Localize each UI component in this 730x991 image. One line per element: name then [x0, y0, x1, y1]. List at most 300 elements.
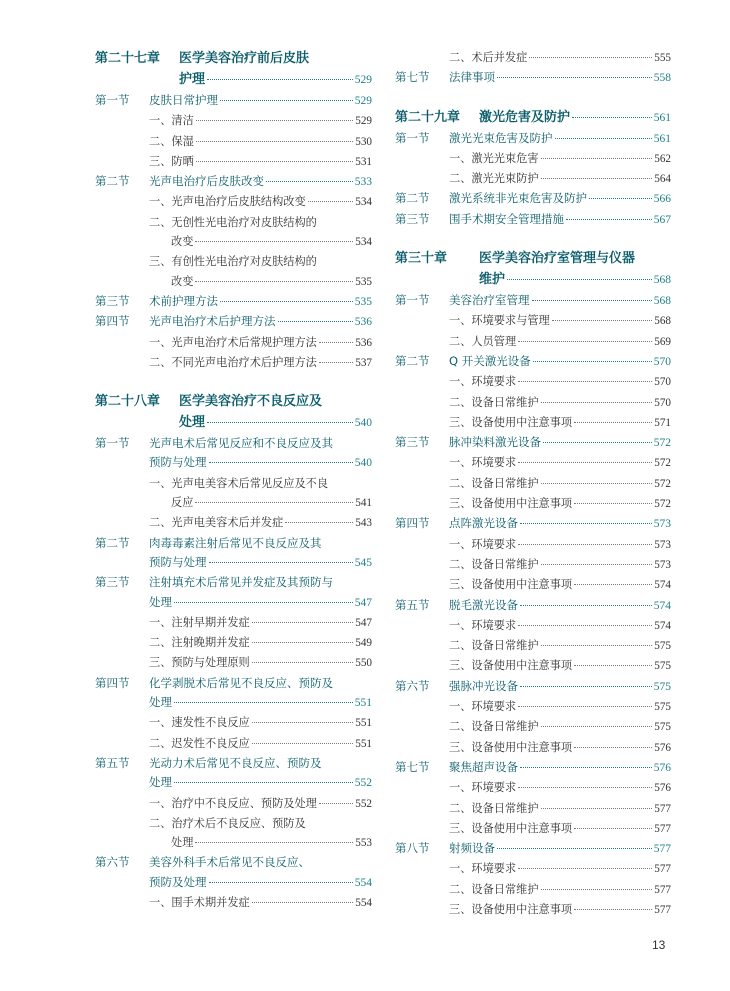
toc-entry-title: 三、预防与处理原则 [149, 656, 250, 670]
toc-page-ref: 566 [653, 193, 671, 206]
toc-section-entry [95, 91, 372, 111]
dot-leader [518, 625, 652, 626]
toc-page-ref: 568 [653, 295, 671, 308]
toc-entry-title: 二、无创性光电治疗对皮肤结构的 [149, 215, 317, 229]
toc-item-entry [95, 794, 372, 814]
toc-item-entry [395, 555, 671, 575]
dot-leader [174, 602, 353, 603]
toc-item-entry [395, 717, 671, 737]
toc-page-ref: 575 [654, 640, 671, 653]
toc-chapter-entry [95, 69, 372, 91]
toc-chapter-label: 第三十章 [395, 251, 448, 267]
dot-leader [319, 342, 353, 343]
toc-entry-title: 护理 [179, 72, 206, 87]
toc-page-ref: 576 [653, 761, 671, 774]
dot-leader [252, 662, 354, 663]
toc-page-ref: 554 [355, 896, 372, 909]
toc-item-entry [95, 111, 372, 131]
toc-entry-title: 处理 [149, 695, 172, 710]
toc-item-entry [395, 616, 671, 636]
dot-leader [285, 522, 353, 523]
toc-section-label: 第七节 [395, 759, 430, 774]
dot-leader [541, 158, 653, 159]
toc-section-label: 第一节 [95, 93, 130, 107]
toc-entry-title: 一、环境要求 [449, 862, 517, 876]
toc-entry-title: 二、设备日常维护 [449, 476, 539, 490]
toc-entry-title: 一、环境要求与管理 [449, 314, 550, 328]
toc-section-label: 第四节 [95, 314, 130, 329]
toc-page-ref: 547 [355, 616, 372, 629]
toc-page-ref: 573 [653, 518, 671, 531]
toc-entry-title: 一、清洁 [149, 114, 194, 128]
toc-section-entry [395, 210, 671, 230]
toc-chapter-entry [395, 107, 671, 129]
toc-page-ref: 575 [654, 721, 671, 734]
toc-entry-title: 一、治疗中不良反应、预防及处理 [149, 796, 317, 810]
toc-item-entry [95, 192, 372, 212]
toc-entry-title: 处理 [149, 594, 172, 609]
toc-section-entry [95, 853, 372, 872]
toc-item-entry [395, 636, 671, 656]
toc-page-ref: 552 [354, 777, 372, 790]
toc-item-entry [395, 332, 671, 352]
toc-section-label: 第二节 [95, 535, 130, 550]
dot-leader [541, 889, 653, 890]
dot-leader [543, 442, 652, 443]
dot-leader [541, 645, 653, 646]
toc-page-ref: 575 [653, 680, 671, 693]
toc-section-label: 第三节 [95, 575, 130, 590]
toc-entry-title: 改变 [171, 274, 194, 288]
dot-leader [252, 743, 354, 744]
toc-section-label: 第一节 [395, 293, 430, 308]
toc-page-ref: 536 [354, 316, 372, 329]
toc-entry-title: 一、环境要求 [449, 537, 517, 551]
toc-item-entry [395, 799, 671, 819]
toc-entry-title: 二、设备日常维护 [449, 639, 539, 653]
toc-section-label: 第三节 [395, 435, 430, 450]
toc-right-column [395, 48, 671, 920]
toc-item-entry [395, 656, 671, 676]
toc-section-label: 第四节 [95, 675, 130, 690]
toc-entry-title: 一、光声电美容术后常见反应及不良 [149, 476, 329, 490]
toc-entry-title: 一、环境要求 [449, 781, 517, 795]
toc-section-label: 第三节 [395, 211, 430, 226]
toc-item-entry [395, 738, 671, 758]
toc-item-entry [95, 633, 372, 653]
toc-section-entry [395, 758, 671, 778]
toc-item-entry [95, 152, 372, 172]
dot-leader [174, 782, 353, 783]
toc-section-label: 第一节 [95, 436, 130, 451]
toc-entry-title: 处理 [149, 775, 172, 790]
toc-item-entry [395, 575, 671, 595]
toc-page-ref: 577 [654, 883, 671, 896]
toc-page-ref: 572 [653, 437, 671, 450]
toc-item-entry [95, 513, 372, 533]
toc-section-entry [95, 593, 372, 613]
toc-entry-title: 一、注射早期并发症 [149, 615, 250, 629]
toc-item-entry [395, 900, 671, 920]
toc-entry-title: 三、设备使用中注意事项 [449, 415, 573, 429]
toc-item-entry [95, 474, 372, 493]
toc-entry-title: 激光光束危害及防护 [449, 130, 553, 145]
toc-section-label: 第五节 [395, 597, 430, 612]
dot-leader [533, 361, 652, 362]
toc-page-ref: 572 [654, 498, 671, 511]
toc-page-ref: 551 [355, 717, 372, 730]
dot-leader [207, 79, 353, 80]
toc-chapter-label: 第二十七章 [95, 51, 161, 66]
toc-page-ref: 562 [654, 152, 671, 165]
toc-entry-title: 脱毛激光设备 [449, 597, 518, 612]
toc-page-ref: 537 [355, 356, 372, 369]
toc-page-ref: 534 [355, 196, 372, 209]
toc-section-entry [95, 553, 372, 573]
toc-page-ref: 545 [354, 556, 372, 569]
toc-entry-title: 点阵激光设备 [449, 516, 518, 531]
toc-entry-title: 二、光声电美容术后并发症 [149, 516, 284, 530]
toc-entry-title: 二、设备日常维护 [449, 557, 539, 571]
toc-entry-title: 二、设备日常维护 [449, 395, 539, 409]
dot-leader [196, 120, 353, 121]
dot-leader [520, 523, 652, 524]
toc-entry-title: 二、术后并发症 [449, 51, 528, 64]
toc-chapter-label: 第二十九章 [395, 109, 461, 125]
toc-page-ref: 553 [355, 837, 372, 850]
toc-entry-title: 激光危害及防护 [479, 109, 571, 125]
toc-item-entry [95, 353, 372, 373]
toc-entry-title: 医学美容治疗前后皮肤 [179, 51, 310, 66]
toc-section-entry [95, 453, 372, 473]
toc-entry-title: 三、设备使用中注意事项 [449, 740, 573, 754]
toc-page-ref: 534 [355, 236, 372, 249]
toc-item-entry [95, 272, 372, 292]
toc-entry-title: Q 开关激光设备 [449, 353, 531, 368]
toc-entry-title: 光动力术后常见不良反应、预防及 [149, 755, 322, 770]
dot-leader [252, 622, 354, 623]
dot-leader [518, 381, 652, 382]
dot-leader [532, 300, 652, 301]
toc-page-ref: 543 [355, 517, 372, 530]
dot-leader [520, 767, 652, 768]
toc-page-ref: 570 [654, 376, 671, 389]
toc-page-ref: 576 [654, 741, 671, 754]
dot-leader [278, 321, 353, 322]
dot-leader [319, 362, 353, 363]
dot-leader [220, 100, 353, 101]
dot-leader [541, 726, 653, 727]
dot-leader [174, 702, 353, 703]
dot-leader [266, 181, 353, 182]
toc-page-ref: 541 [355, 497, 372, 510]
toc-entry-title: 二、保湿 [149, 134, 194, 148]
toc-section-entry [95, 754, 372, 773]
toc-page-ref: 536 [355, 336, 372, 349]
toc-entry-title: 脉冲染料激光设备 [449, 435, 541, 450]
toc-entry-title: 一、激光光束危害 [449, 151, 539, 165]
dot-leader [209, 562, 353, 563]
dot-leader [574, 665, 652, 666]
toc-page-ref: 574 [654, 619, 671, 632]
toc-section-label: 第三节 [95, 293, 130, 308]
toc-page-ref: 564 [654, 173, 671, 186]
toc-item-entry [95, 734, 372, 754]
toc-chapter-entry [395, 248, 671, 269]
toc-section-label: 第八节 [395, 841, 430, 856]
dot-leader [574, 503, 652, 504]
toc-page-ref: 577 [654, 903, 671, 916]
toc-item-entry [95, 213, 372, 232]
toc-page-ref: 573 [654, 538, 671, 551]
section-gap [395, 230, 671, 248]
dot-leader [541, 483, 653, 484]
dot-leader [518, 868, 652, 869]
dot-leader [518, 462, 652, 463]
toc-item-entry [395, 149, 671, 169]
toc-page-ref: 555 [654, 52, 671, 64]
toc-entry-title: 强脉冲光设备 [449, 678, 518, 693]
toc-entry-title: 二、人员管理 [449, 334, 517, 348]
toc-entry-title: 二、不同光声电治疗术后护理方法 [149, 355, 317, 369]
toc-page-ref: 535 [355, 275, 372, 288]
dot-leader [555, 138, 652, 139]
toc-entry-title: 预防与处理 [149, 554, 207, 569]
dot-leader [252, 722, 354, 723]
toc-page-ref: 570 [653, 355, 671, 368]
toc-section-entry [395, 514, 671, 534]
toc-section-entry [395, 352, 671, 372]
toc-entry-title: 医学美容治疗室管理与仪器 [479, 251, 636, 267]
dot-leader [574, 909, 652, 910]
dot-leader [541, 402, 653, 403]
toc-item-entry [395, 413, 671, 433]
toc-section-entry [395, 596, 671, 616]
toc-entry-title: 一、环境要求 [449, 456, 517, 470]
toc-entry-title: 美容外科手术后常见不良反应、 [149, 855, 310, 870]
toc-page-ref: 540 [354, 417, 372, 430]
dot-leader [252, 642, 354, 643]
dot-leader [566, 219, 652, 220]
dot-leader [520, 686, 652, 687]
toc-item-entry [95, 893, 372, 913]
toc-entry-title: 三、设备使用中注意事项 [449, 497, 573, 511]
toc-item-entry [95, 653, 372, 673]
toc-page-ref: 572 [654, 457, 671, 470]
toc-entry-title: 聚焦超声设备 [449, 759, 518, 774]
toc-entry-title: 处理 [171, 836, 194, 850]
toc-item-entry [395, 697, 671, 717]
section-gap [395, 89, 671, 107]
toc-page-ref: 551 [355, 737, 372, 750]
dot-leader [574, 422, 652, 423]
toc-page-ref: 577 [654, 822, 671, 835]
toc-page-ref: 575 [654, 701, 671, 714]
dot-leader [529, 57, 652, 58]
toc-item-entry [395, 859, 671, 879]
toc-section-entry [395, 839, 671, 859]
toc-item-entry [95, 333, 372, 353]
toc-entry-title: 一、光声电治疗后皮肤结构改变 [149, 195, 306, 209]
toc-page-ref: 554 [354, 876, 372, 889]
toc-entry-title: 术前护理方法 [149, 293, 218, 308]
page-number: 13 [652, 938, 666, 952]
dot-leader [209, 882, 353, 883]
toc-item-entry [395, 778, 671, 798]
toc-section-entry [395, 291, 671, 311]
dot-leader [209, 462, 353, 463]
dot-leader [589, 198, 652, 199]
toc-entry-title: 法律事项 [449, 70, 495, 85]
toc-chapter-entry [95, 391, 372, 412]
toc-page-ref: 575 [654, 660, 671, 673]
toc-entry-title: 一、光声电治疗术后常规护理方法 [149, 335, 317, 349]
dot-leader [497, 848, 652, 849]
toc-entry-title: 光声电治疗后皮肤改变 [149, 174, 264, 189]
dot-leader [497, 77, 652, 78]
toc-page-ref: 568 [653, 274, 671, 287]
toc-page-ref: 547 [354, 596, 372, 609]
toc-entry-title: 一、环境要求 [449, 618, 517, 632]
dot-leader [195, 502, 353, 503]
dot-leader [195, 842, 353, 843]
toc-item-entry [395, 169, 671, 189]
toc-section-label: 第二节 [95, 174, 130, 189]
toc-entry-title: 二、设备日常维护 [449, 801, 539, 815]
toc-section-label: 第二节 [395, 353, 430, 368]
toc-item-entry [95, 713, 372, 733]
toc-section-entry [95, 674, 372, 693]
toc-entry-title: 射频设备 [449, 841, 495, 856]
toc-section-entry [95, 873, 372, 893]
dot-leader [574, 828, 652, 829]
dot-leader [196, 161, 353, 162]
toc-page-ref: 577 [654, 802, 671, 815]
toc-item-entry [395, 535, 671, 555]
toc-page-ref: 540 [354, 457, 372, 470]
dot-leader [518, 787, 652, 788]
toc-section-entry [95, 312, 372, 332]
dot-leader [541, 564, 653, 565]
dot-leader [574, 747, 652, 748]
toc-entry-title: 三、设备使用中注意事项 [449, 578, 573, 592]
toc-entry-title: 二、治疗术后不良反应、预防及 [149, 816, 306, 830]
toc-item-entry [395, 372, 671, 392]
toc-page-ref: 571 [654, 416, 671, 429]
dot-leader [541, 808, 653, 809]
toc-entry-title: 维护 [479, 272, 506, 288]
toc-chapter-entry [95, 48, 372, 69]
toc-page-ref: 568 [654, 315, 671, 328]
toc-section-entry [395, 189, 671, 209]
toc-item-entry [395, 393, 671, 413]
toc-section-entry [95, 573, 372, 592]
toc-entry-title: 光声电术后常见反应和不良反应及其 [149, 436, 333, 451]
toc-page-ref: 570 [654, 396, 671, 409]
toc-item-entry [395, 453, 671, 473]
toc-left-column [95, 48, 372, 913]
section-gap [95, 373, 372, 391]
toc-entry-title: 三、防晒 [149, 154, 194, 168]
toc-entry-title: 二、设备日常维护 [449, 720, 539, 734]
toc-entry-title: 美容治疗室管理 [449, 293, 530, 308]
dot-leader [520, 605, 652, 606]
toc-entry-title: 二、迟发性不良反应 [149, 736, 250, 750]
toc-page-ref: 535 [354, 295, 372, 308]
toc-entry-title: 注射填充术后常见并发症及其预防与 [149, 575, 333, 590]
toc-item-entry [95, 132, 372, 152]
toc-section-entry [95, 534, 372, 553]
toc-page-ref: 529 [354, 95, 372, 107]
toc-entry-title: 二、激光光束防护 [449, 172, 539, 186]
dot-leader [308, 201, 354, 202]
toc-entry-title: 改变 [171, 235, 194, 249]
toc-section-label: 第七节 [395, 70, 430, 85]
toc-page-ref: 529 [354, 74, 372, 86]
dot-leader [574, 584, 652, 585]
toc-page-ref: 561 [653, 132, 671, 145]
toc-page-ref: 576 [654, 782, 671, 795]
toc-entry-title: 激光系统非光束危害及防护 [449, 191, 587, 206]
dot-leader [196, 141, 353, 142]
toc-page-ref: 561 [653, 111, 671, 124]
toc-entry-title: 二、设备日常维护 [449, 882, 539, 896]
toc-item-entry [395, 48, 671, 68]
toc-item-entry [395, 311, 671, 331]
toc-entry-title: 肉毒毒素注射后常见不良反应及其 [149, 535, 322, 550]
toc-section-label: 第一节 [395, 130, 430, 145]
toc-entry-title: 三、设备使用中注意事项 [449, 659, 573, 673]
toc-section-entry [95, 693, 372, 713]
toc-entry-title: 皮肤日常护理 [149, 93, 218, 107]
toc-section-entry [395, 129, 671, 149]
dot-leader [195, 241, 353, 242]
toc-entry-title: 一、环境要求 [449, 700, 517, 714]
toc-chapter-entry [395, 269, 671, 291]
toc-page-ref: 533 [354, 176, 372, 189]
toc-item-entry [395, 474, 671, 494]
toc-item-entry [95, 613, 372, 633]
toc-page-ref: 573 [654, 558, 671, 571]
toc-page-ref: 567 [653, 213, 671, 226]
toc-item-entry [95, 833, 372, 853]
toc-item-entry [395, 880, 671, 900]
toc-section-label: 第二节 [395, 191, 430, 206]
toc-entry-title: 一、速发性不良反应 [149, 716, 250, 730]
toc-entry-title: 一、围手术期并发症 [149, 895, 250, 909]
dot-leader [518, 706, 652, 707]
toc-entry-title: 三、设备使用中注意事项 [449, 902, 573, 916]
toc-section-entry [95, 434, 372, 453]
toc-entry-title: 预防及处理 [149, 874, 207, 889]
toc-item-entry [95, 232, 372, 252]
toc-section-label: 第六节 [95, 855, 130, 870]
toc-entry-title: 预防与处理 [149, 455, 207, 470]
toc-section-label: 第六节 [395, 678, 430, 693]
toc-entry-title: 处理 [179, 415, 206, 431]
toc-entry-title: 围手术期安全管理措施 [449, 211, 564, 226]
toc-page-ref: 531 [355, 155, 372, 168]
toc-page-ref: 558 [653, 72, 671, 85]
toc-page-ref: 529 [355, 115, 372, 128]
toc-entry-title: 三、设备使用中注意事项 [449, 821, 573, 835]
dot-leader [220, 301, 353, 302]
dot-leader [252, 902, 354, 903]
toc-page-ref: 552 [355, 797, 372, 810]
toc-page-ref: 549 [355, 637, 372, 650]
toc-page-ref: 572 [654, 477, 671, 490]
toc-section-label: 第四节 [395, 516, 430, 531]
